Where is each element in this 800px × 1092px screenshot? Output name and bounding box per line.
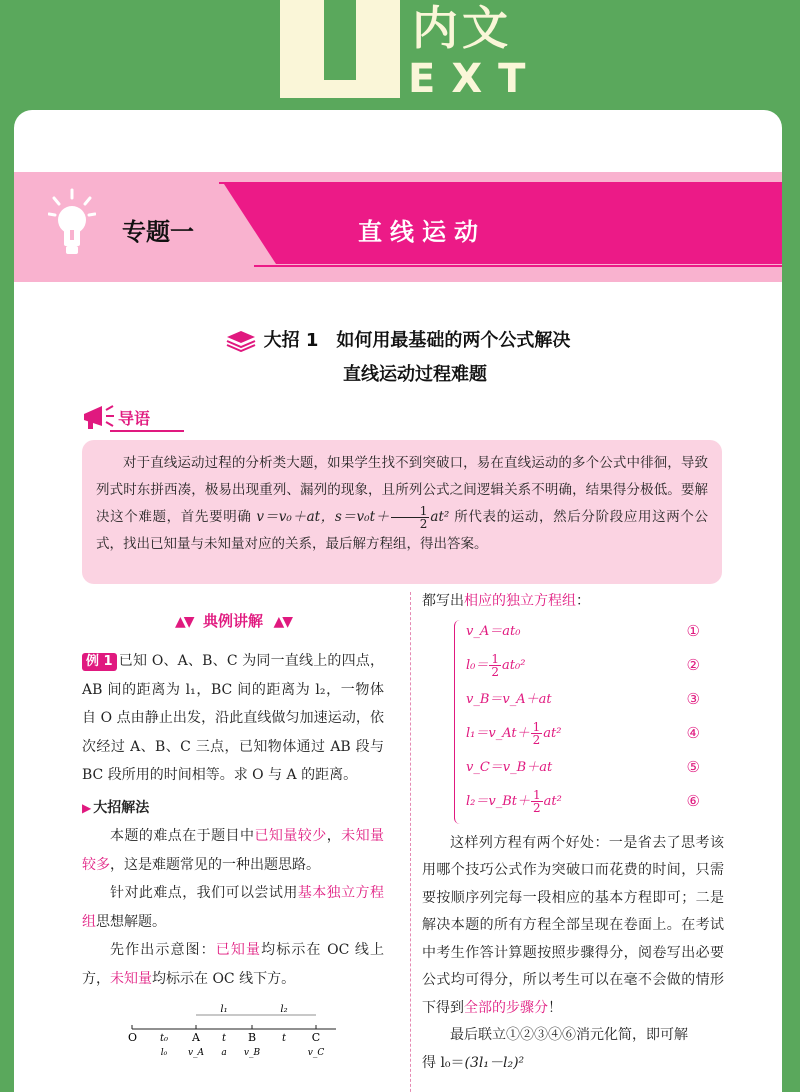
equation-number: ⑥	[686, 791, 700, 810]
equation-fraction-num: 1	[532, 719, 541, 734]
diagram-point: B	[247, 1031, 257, 1044]
p3-text-c: 均标示在 OC 线下方。	[152, 970, 296, 987]
solution-paragraph-2	[82, 879, 384, 936]
equation-expr: v_A＝at₀	[466, 623, 521, 639]
equation-fraction-num: 1	[491, 651, 500, 666]
eq-intro-text-b: ：	[576, 593, 590, 609]
topic-band	[14, 172, 782, 282]
intro-paragraph	[96, 450, 708, 558]
p2-text-b: 思想解题。	[96, 913, 166, 930]
equation-fraction-den: 2	[532, 732, 541, 747]
arrow-icon: ▶	[82, 800, 92, 815]
p1-text-c: ，这是难题常见的一种出题思路。	[110, 856, 320, 873]
intro-fraction	[391, 505, 430, 530]
band-bottom-line	[254, 265, 782, 267]
p1-highlight-2: 未知量较多	[82, 828, 385, 873]
equation-number: ①	[686, 621, 700, 640]
intro-formula-a: v＝v₀＋at，s＝v₀t＋	[256, 509, 390, 525]
solve-paragraph: 最后联立①②③④⑥消元化简，即可解	[450, 1027, 688, 1043]
p3-highlight-1: 已知量	[215, 942, 262, 958]
section-title-text: 典例讲解	[202, 612, 263, 630]
diagram-bottom-label: v_A	[187, 1048, 205, 1058]
equation-row	[466, 754, 726, 788]
equations-intro	[422, 588, 724, 616]
equation-number: ④	[686, 723, 700, 742]
diagram-top-label: l₂	[280, 1004, 288, 1015]
heading-line1: 大招 1 如何用最基础的两个公式解决	[263, 330, 571, 351]
motion-diagram	[122, 1003, 342, 1061]
column-divider	[410, 592, 411, 1092]
right-column	[422, 588, 724, 1077]
section-title-en: EXT	[408, 56, 542, 102]
intro-fraction-den: 2	[419, 517, 428, 531]
equation-expr: v_C＝v_B＋at	[466, 759, 553, 775]
topic-title: 直线运动	[358, 218, 486, 246]
chapter-heading	[14, 326, 782, 390]
diagram-point: C	[311, 1031, 321, 1044]
equation-fraction	[531, 789, 543, 814]
p3-text-b: 均标示在 OC 线上方，	[82, 942, 385, 987]
p3-highlight-2: 未知量	[110, 970, 152, 987]
example-body: 已知 O、A、B、C 为同一直线上的四点，AB 间的距离为 l₁，BC 间的距离为 l₂，一物体自 O 点由静止出发，沿此直线做匀加速运动，依次经过 A、B、C 三点，已知物体通过 AB 段与 BC 段所用的时间相等。求 O 与 A 的距离。	[82, 653, 384, 783]
page	[14, 110, 782, 1092]
diagram-bottom-label: l₀	[160, 1048, 168, 1058]
left-column	[82, 608, 384, 1072]
equation-expr: v_B＝v_A＋at	[466, 691, 552, 707]
result-text: 得 l₀＝	[422, 1054, 465, 1071]
intro-label-underline	[110, 430, 184, 432]
p3-text-a: 先作出示意图：	[110, 942, 216, 958]
equation-fraction	[531, 721, 543, 746]
equation-number: ②	[686, 655, 700, 674]
result-numerator: (3l₁－l₂)²	[464, 1054, 525, 1071]
diagram-point: t	[281, 1033, 287, 1044]
section-title-cn: 内文	[412, 1, 512, 55]
equation-row	[466, 720, 726, 754]
benefit-text: 这样列方程有两个好处：一是省去了思考该用哪个技巧公式作为突破口而花费的时间，只需要按顺序列完每一段相应的基本方程即可；二是解决本题的所有方程全部呈现在卷面上。在考试中考生作答计算题按照步骤得分，阅卷写出必要公式均可得分，所以考生可以在毫不会做的情形下得到	[422, 834, 724, 1016]
topic-label: 专题一	[122, 218, 194, 246]
layers-icon	[226, 330, 256, 352]
intro-text-a: 对于直线运动过程的分析类大题，如果学生找不到突破口，易在直线运动的多个公式中徘徊，导致列式时东拼西凑，极易出现重列、漏列的现象，且所列公式之间逻辑关系不明确，结果得分极低。要解决这个难题，首先要明确	[96, 455, 708, 525]
equation-tail: at₀²	[502, 657, 526, 673]
diagram-point: t₀	[159, 1033, 169, 1044]
equation-fraction-num: 1	[533, 787, 541, 802]
equation-tail: at²	[543, 793, 562, 809]
diagram-top-label: l₁	[220, 1004, 228, 1015]
solution-paragraph-1	[82, 822, 384, 879]
equation-expr: l₁＝v_At＋	[466, 725, 530, 741]
equation-fraction-den: 2	[491, 664, 500, 679]
diagram-point: t	[221, 1033, 227, 1044]
p1-text-a: 本题的难点在于题目中	[110, 828, 255, 844]
equation-row	[466, 788, 726, 822]
example-tag: 例 1	[82, 653, 117, 671]
triangle-icon: ▲▼	[174, 614, 193, 630]
triangle-icon: ▲▼	[273, 614, 291, 630]
intro-fraction-num: 1	[391, 505, 430, 518]
equation-fraction	[489, 653, 501, 678]
equation-expr: l₀＝	[466, 657, 489, 673]
t-logo-tile	[280, 0, 400, 98]
solution-heading	[82, 794, 384, 823]
intro-label	[80, 402, 180, 432]
intro-label-text: 导语	[118, 409, 151, 428]
benefit-text-end: ！	[548, 999, 562, 1016]
benefit-paragraph	[422, 830, 724, 1023]
lightbulb-icon	[48, 188, 96, 258]
equation-row	[466, 618, 726, 652]
diagram-bottom-label: v_B	[243, 1048, 261, 1058]
intro-box	[82, 440, 722, 584]
megaphone-icon	[80, 402, 116, 432]
equation-tail: at²	[543, 725, 562, 741]
equation-expr: l₂＝v_Bt＋	[466, 793, 530, 809]
diagram-point: O	[128, 1031, 138, 1044]
equation-system	[442, 616, 724, 830]
heading-line2: 直线运动过程难题	[343, 364, 487, 385]
diagram-point: A	[192, 1031, 200, 1044]
equation-brace	[454, 620, 462, 824]
intro-formula-b: at²	[430, 509, 455, 525]
equation-number: ⑤	[686, 757, 700, 776]
benefit-highlight: 全部的步骤分	[464, 999, 548, 1016]
solution-paragraph-3	[82, 936, 384, 993]
diagram-bottom-label: a	[221, 1048, 227, 1058]
intro-text-b: 所代表的运动，然后分阶段应用这两个公式，找出已知量与未知量对应的关系，最后解方程组，得出答案。	[96, 509, 709, 552]
band-top-line	[219, 182, 782, 184]
solution-heading-text: 大招解法	[93, 799, 150, 816]
equation-row	[466, 652, 726, 686]
section-title	[82, 608, 384, 635]
diagram-bottom-label: v_C	[307, 1048, 325, 1058]
result-line	[422, 1050, 724, 1078]
equation-number: ③	[686, 689, 700, 708]
p2-text-a: 针对此难点，我们可以尝试用	[110, 885, 298, 901]
p1-highlight-1: 已知量较少	[254, 828, 327, 844]
t-logo-stem	[324, 0, 356, 80]
eq-intro-text-a: 都写出	[422, 593, 464, 609]
example-text	[82, 647, 384, 790]
p2-highlight: 基本独立方程组	[82, 885, 385, 930]
eq-intro-highlight: 相应的独立方程组	[464, 593, 576, 609]
equation-fraction-den: 2	[533, 800, 541, 815]
p1-text-b: ，	[326, 828, 342, 844]
equation-row	[466, 686, 726, 720]
